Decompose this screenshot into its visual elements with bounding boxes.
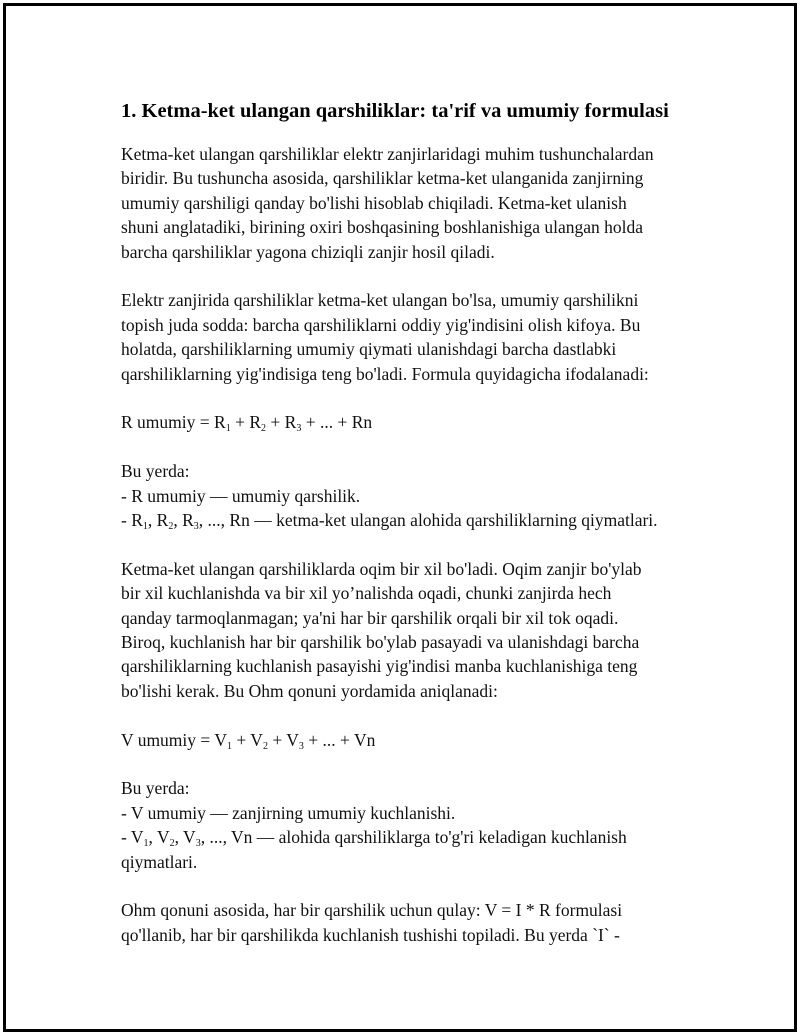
formula-symbol: R xyxy=(182,510,194,531)
formula-subscript: 3 xyxy=(193,521,199,533)
legend-suffix: , ..., Vn — alohida qarshiliklarga to'g'ri keladigan kuchlanish xyxy=(200,827,627,848)
legend-heading: Bu yerda: xyxy=(121,461,190,482)
formula-subscript: 2 xyxy=(261,423,267,435)
text-line: qo'llanib, har bir qarshilikda kuchlanish tushishi topiladi. Bu yerda `I` - xyxy=(121,924,620,945)
formula-lhs: R umumiy = xyxy=(121,412,215,433)
text-line: Ohm qonuni asosida, har bir qarshilik uchun qulay: V = I * R formulasi xyxy=(121,900,623,921)
formula-operator: + xyxy=(267,729,287,750)
legend-item xyxy=(121,508,721,532)
formula-symbol: R xyxy=(284,412,297,433)
text-line: shuni anglatadiki, birining oxiri boshqasining boshlanishiga ulangan holda xyxy=(121,217,644,238)
document-page xyxy=(3,3,797,1032)
section-title: 1. Ketma-ket ulangan qarshiliklar: ta'rif va umumiy formulasi xyxy=(121,100,669,122)
formula-symbol: V xyxy=(286,729,299,750)
formula-symbol: R xyxy=(249,412,262,433)
text-line: bir xil kuchlanishda va bir xil yo’nalishda oqadi, chunki zanjirda hech xyxy=(121,583,612,604)
formula-voltage xyxy=(121,728,721,752)
formula-subscript: 1 xyxy=(225,423,231,435)
formula-subscript: 2 xyxy=(168,521,174,533)
formula-subscript: 3 xyxy=(195,838,201,850)
paragraph-total-resistance xyxy=(121,288,721,386)
document-body xyxy=(121,98,721,972)
formula-subscript: 3 xyxy=(296,423,302,435)
formula-subscript: 1 xyxy=(142,521,148,533)
formula-subscript: 1 xyxy=(226,740,232,752)
formula-tail: + ... + Rn xyxy=(301,412,373,433)
paragraph-ohm-law xyxy=(121,898,721,947)
legend-prefix: - xyxy=(121,510,132,531)
formula-symbol: R xyxy=(156,510,169,531)
formula-subscript: 2 xyxy=(262,740,268,752)
text-line: Elektr zanjirida qarshiliklar ketma-ket ulangan bo'lsa, umumiy qarshilikni xyxy=(121,290,639,311)
formula-resistance xyxy=(121,410,721,434)
text-line: qanday tarmoqlanmagan; ya'ni har bir qarshilik orqali bir xil tok oqadi. xyxy=(121,607,619,628)
text-line: qarshiliklarning yig'indisiga teng bo'ladi. Formula quyidagicha ifodalanadi: xyxy=(121,363,649,384)
formula-operator: + xyxy=(230,412,250,433)
formula-subscript: 3 xyxy=(298,740,304,752)
legend-item xyxy=(121,825,721,849)
formula-tail: + ... + Vn xyxy=(303,729,376,750)
text-line: barcha qarshiliklar yagona chiziqli zanjir hosil qiladi. xyxy=(121,241,495,262)
text-line: Ketma-ket ulangan qarshiliklarda oqim bir xil bo'ladi. Oqim zanjir bo'ylab xyxy=(121,558,642,579)
formula-operator: + xyxy=(231,729,251,750)
formula-symbol: R xyxy=(214,412,226,433)
legend-separator: , xyxy=(148,827,157,848)
text-line: topish juda sodda: barcha qarshiliklarni oddiy yig'indisini olish kifoya. Bu xyxy=(121,314,641,335)
legend-suffix: , ..., Rn — ketma-ket ulangan alohida qarshiliklarning qiymatlari. xyxy=(198,510,658,531)
text-line: qarshiliklarning kuchlanish pasayishi yig'indisi manba kuchlanishiga teng xyxy=(121,656,638,677)
legend-heading: Bu yerda: xyxy=(121,778,190,799)
formula-symbol: R xyxy=(131,510,143,531)
text-line: Biroq, kuchlanish har bir qarshilik bo'ylab pasayadi va ulanishdagi barcha xyxy=(121,632,640,653)
legend-separator: , xyxy=(173,510,183,531)
legend-voltage xyxy=(121,776,721,874)
formula-line xyxy=(121,410,721,434)
formula-symbol: V xyxy=(250,729,263,750)
formula-symbol: V xyxy=(156,827,170,848)
formula-operator: + xyxy=(266,412,285,433)
text-line: bo'lishi kerak. Bu Ohm qonuni yordamida aniqlanadi: xyxy=(121,680,498,701)
formula-lhs: V umumiy = xyxy=(121,729,215,750)
formula-symbol: V xyxy=(214,729,227,750)
text-line: holatda, qarshiliklarning umumiy qiymati ulanishdagi barcha dastlabki xyxy=(121,339,617,360)
legend-item: - R umumiy — umumiy qarshilik. xyxy=(121,485,361,506)
legend-prefix: - xyxy=(121,827,131,848)
formula-subscript: 1 xyxy=(143,838,149,850)
paragraph-intro xyxy=(121,142,721,264)
formula-line xyxy=(121,728,721,752)
legend-item-continuation: qiymatlari. xyxy=(121,851,198,872)
legend-resistance xyxy=(121,459,721,532)
text-line: umumiy qarshiligi qanday bo'lishi hisoblab chiqiladi. Ketma-ket ulanish xyxy=(121,192,627,213)
legend-separator: , xyxy=(147,510,157,531)
paragraph-current-voltage xyxy=(121,557,721,703)
formula-subscript: 2 xyxy=(169,838,175,850)
legend-item: - V umumiy — zanjirning umumiy kuchlanishi. xyxy=(121,802,456,823)
formula-symbol: V xyxy=(130,827,144,848)
text-line: biridir. Bu tushuncha asosida, qarshiliklar ketma-ket ulanganida zanjirning xyxy=(121,168,644,189)
formula-symbol: V xyxy=(183,827,196,848)
text-line: Ketma-ket ulangan qarshiliklar elektr zanjirlaridagi muhim tushunchalardan xyxy=(121,144,654,164)
legend-separator: , xyxy=(174,827,184,848)
